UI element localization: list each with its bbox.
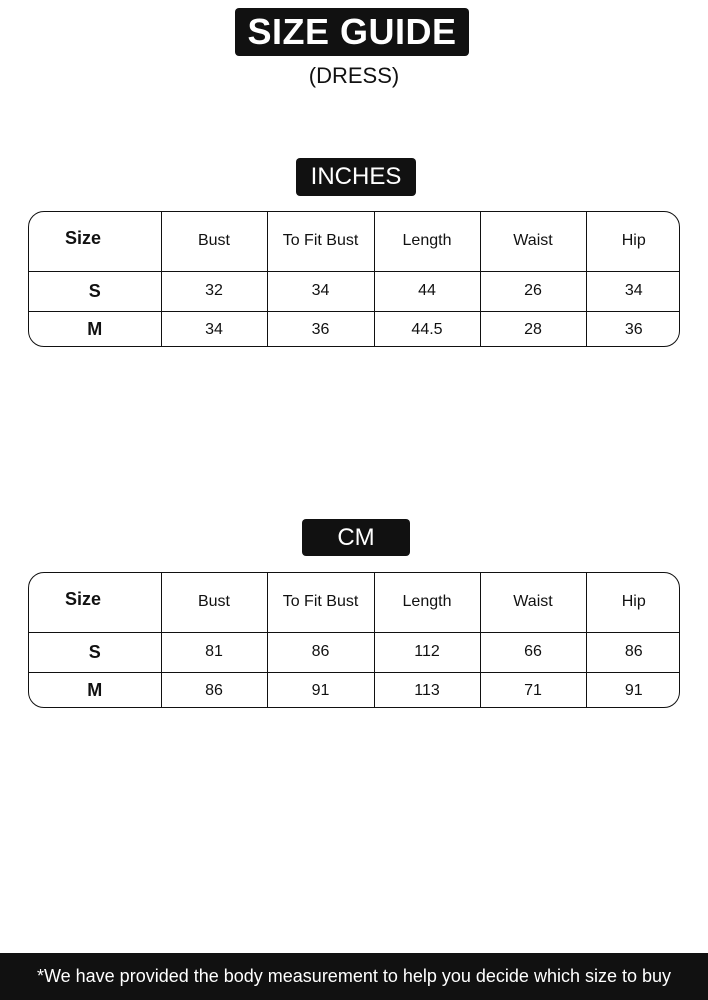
- column-header-to-fit-bust: To Fit Bust: [267, 212, 374, 271]
- table-row: [29, 271, 680, 311]
- table-cell: 34: [161, 311, 267, 347]
- table-cell: 34: [267, 271, 374, 311]
- column-header-bust: Bust: [161, 573, 267, 632]
- column-header-waist: Waist: [480, 212, 586, 271]
- column-header-size: Size: [29, 573, 161, 632]
- table-row: [29, 311, 680, 347]
- column-header-length: Length: [374, 573, 480, 632]
- row-size-label: S: [29, 271, 161, 311]
- table-header-row: [29, 212, 680, 271]
- table-cell: 34: [586, 271, 680, 311]
- row-size-label: S: [29, 632, 161, 672]
- table-cell: 26: [480, 271, 586, 311]
- table-cell: 113: [374, 672, 480, 708]
- table-cell: 86: [586, 632, 680, 672]
- table-cell: 36: [624, 320, 643, 338]
- footer-note: *We have provided the body measurement to help you decide which size to buy: [0, 953, 708, 1000]
- page-title: SIZE GUIDE: [235, 8, 469, 56]
- table-row: [29, 632, 680, 672]
- table-cell: 112: [374, 632, 480, 672]
- table-cell: 86: [267, 632, 374, 672]
- column-header-hip: Hip: [586, 212, 680, 271]
- column-header-size: Size: [29, 212, 161, 271]
- column-header-length: Length: [374, 212, 480, 271]
- table-cell: 81: [161, 632, 267, 672]
- page-subtitle: (DRESS): [308, 63, 400, 88]
- table-cell: 44: [374, 271, 480, 311]
- table-cell: 36: [267, 311, 374, 347]
- table-row: [29, 672, 680, 708]
- table-cell: 86: [161, 672, 267, 708]
- inches-unit-label: INCHES: [296, 158, 416, 196]
- table-cell: 28: [480, 311, 586, 347]
- column-header-to-fit-bust: To Fit Bust: [267, 573, 374, 632]
- inches-size-table: [28, 211, 680, 347]
- table-cell: 71: [480, 672, 586, 708]
- column-header-hip: Hip: [586, 573, 680, 632]
- column-header-bust: Bust: [161, 212, 267, 271]
- cm-unit-label: CM: [302, 519, 410, 556]
- table-header-row: [29, 573, 680, 632]
- row-size-label: M: [29, 311, 161, 347]
- table-cell: 44.5: [374, 311, 480, 347]
- cm-size-table: [28, 572, 680, 708]
- table-cell: 91: [267, 672, 374, 708]
- table-cell: 91: [624, 681, 643, 699]
- row-size-label: M: [29, 672, 161, 708]
- table-cell: 66: [480, 632, 586, 672]
- table-cell: 32: [161, 271, 267, 311]
- column-header-waist: Waist: [480, 573, 586, 632]
